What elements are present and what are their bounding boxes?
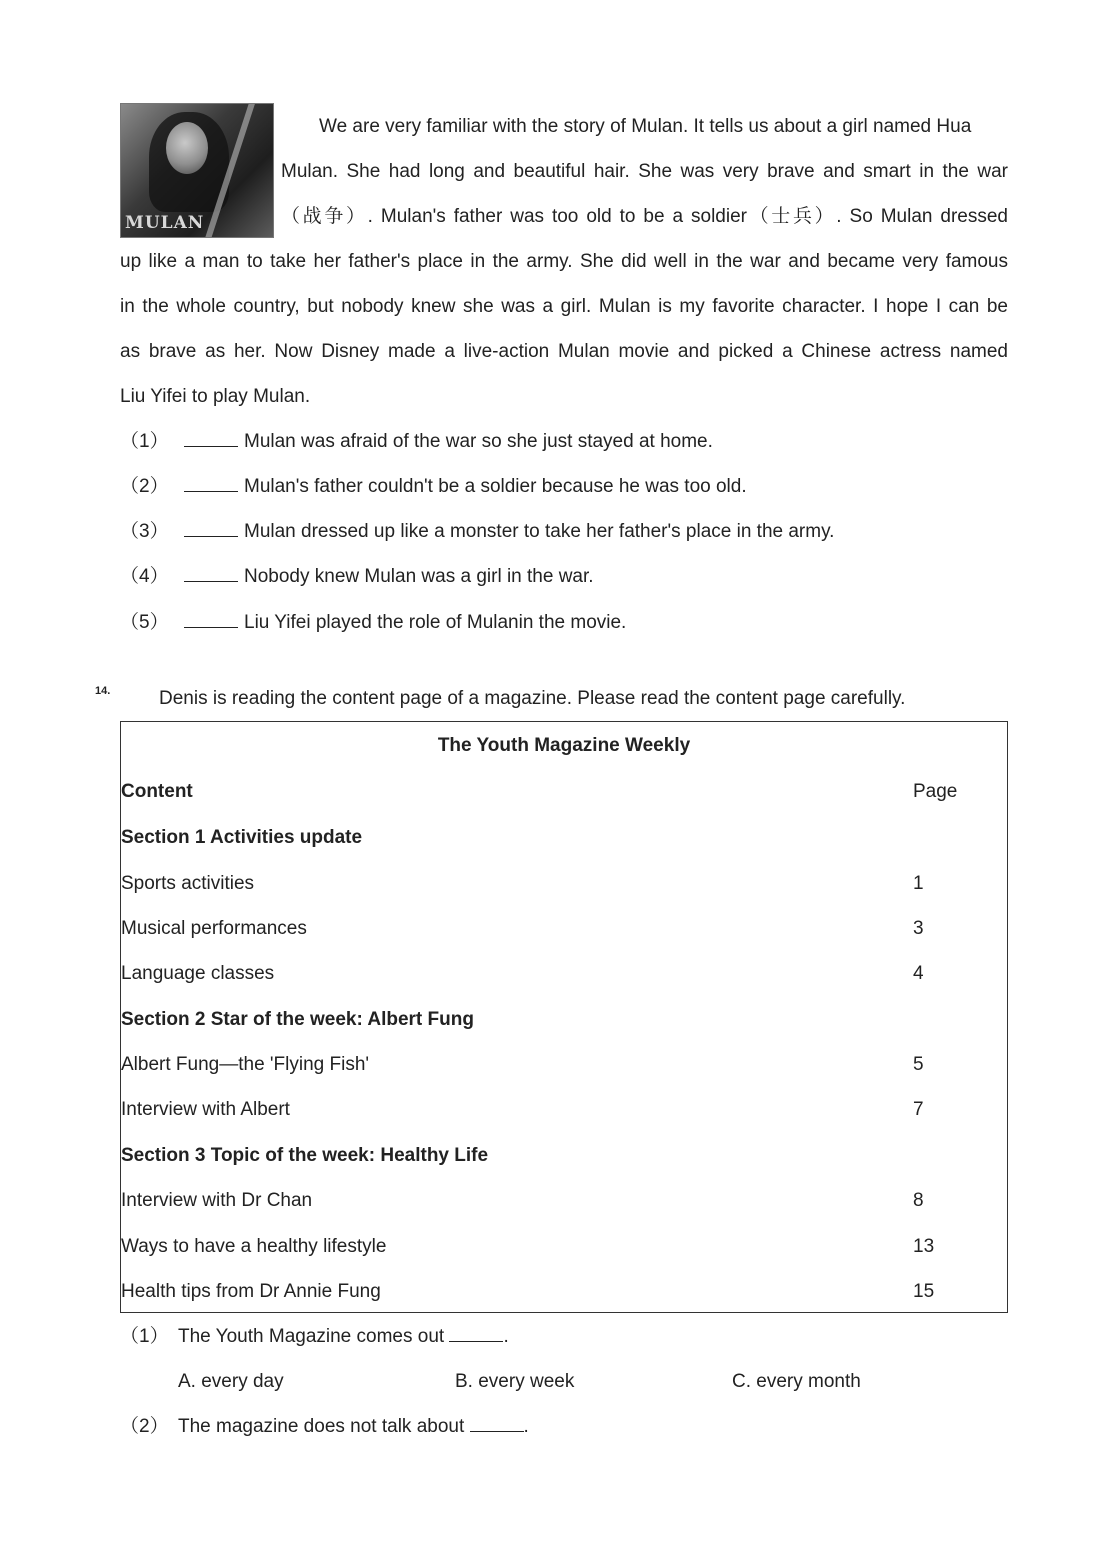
mulan-logo: MULAN — [125, 213, 205, 233]
answer-blank[interactable] — [184, 611, 238, 628]
question-number: （2） — [120, 1416, 169, 1437]
table-title: The Youth Magazine Weekly — [437, 735, 691, 756]
question-text: Liu Yifei played the role of Mulanin the movie. — [244, 612, 627, 633]
passage-line: in the whole country, but nobody knew she was a girl. Mulan is my favorite character. I hope I can be — [120, 296, 1008, 317]
table-row-page: 5 — [913, 1054, 924, 1075]
table-row-page: 4 — [913, 963, 924, 984]
question-text: The Youth Magazine comes out — [178, 1326, 445, 1347]
option-a[interactable]: A. every day — [178, 1371, 284, 1392]
question-text: Nobody knew Mulan was a girl in the war. — [244, 566, 594, 587]
table-row: Ways to have a healthy lifestyle — [121, 1236, 387, 1257]
table-row-page: 15 — [913, 1281, 935, 1302]
subquestion-2 — [120, 1414, 529, 1440]
content-table — [120, 721, 1008, 1313]
question-text: Mulan dressed up like a monster to take her father's place in the army. — [244, 521, 835, 542]
question-item — [120, 474, 747, 500]
passage-line: （战争）. Mulan's father was too old to be a soldier（士兵）. So Mulan dressed — [281, 206, 1008, 227]
question-number: （1） — [120, 1326, 169, 1347]
passage-line: Liu Yifei to play Mulan. — [120, 386, 311, 407]
question-text: Mulan was afraid of the war so she just stayed at home. — [244, 431, 713, 452]
question-item — [120, 519, 834, 545]
option-b[interactable]: B. every week — [455, 1371, 575, 1392]
answer-blank[interactable] — [184, 430, 238, 447]
passage-line: up like a man to take her father's place in the army. She did well in the war and became very famous — [120, 251, 1008, 272]
section-heading: Section 1 Activities update — [121, 827, 363, 848]
table-row: Albert Fung—the 'Flying Fish' — [121, 1054, 370, 1075]
table-header-content: Content — [121, 781, 193, 802]
answer-blank[interactable] — [184, 565, 238, 582]
question-text: Mulan's father couldn't be a soldier because he was too old. — [244, 476, 747, 497]
table-row: Sports activities — [121, 873, 255, 894]
answer-blank[interactable] — [449, 1325, 503, 1342]
table-row: Health tips from Dr Annie Fung — [121, 1281, 381, 1302]
section-heading: Section 2 Star of the week: Albert Fung — [121, 1009, 474, 1030]
answer-blank[interactable] — [470, 1415, 524, 1432]
question-end: . — [523, 1416, 529, 1437]
table-row: Musical performances — [121, 918, 307, 939]
table-row-page: 7 — [913, 1099, 924, 1120]
question-number: （4） — [120, 566, 169, 587]
passage-line: as brave as her. Now Disney made a live-action Mulan movie and picked a Chinese actress named — [120, 341, 1008, 362]
table-row-page: 3 — [913, 918, 924, 939]
mulan-image — [120, 103, 274, 238]
question-14-intro: Denis is reading the content page of a magazine. Please read the content page carefully. — [159, 688, 906, 709]
option-c[interactable]: C. every month — [732, 1371, 861, 1392]
answer-blank[interactable] — [184, 475, 238, 492]
section-heading: Section 3 Topic of the week: Healthy Life — [121, 1145, 489, 1166]
table-row: Language classes — [121, 963, 275, 984]
question-number: （1） — [120, 431, 169, 452]
question-number: （2） — [120, 476, 169, 497]
question-end: . — [503, 1326, 509, 1347]
question-14-number: 14. — [95, 685, 111, 697]
table-row: Interview with Dr Chan — [121, 1190, 313, 1211]
table-row-page: 8 — [913, 1190, 924, 1211]
question-item — [120, 429, 713, 455]
table-header-page: Page — [913, 781, 958, 802]
question-item — [120, 564, 594, 590]
question-text: The magazine does not talk about — [178, 1416, 465, 1437]
table-row-page: 13 — [913, 1236, 935, 1257]
subquestion-1 — [120, 1324, 509, 1350]
table-row-page: 1 — [913, 873, 924, 894]
question-number: （3） — [120, 521, 169, 542]
passage-line: Mulan. She had long and beautiful hair. She was very brave and smart in the war — [281, 161, 1008, 182]
passage-line: We are very familiar with the story of Mulan. It tells us about a girl named Hua — [319, 116, 972, 137]
question-number: （5） — [120, 612, 169, 633]
table-row: Interview with Albert — [121, 1099, 290, 1120]
question-item — [120, 610, 626, 636]
answer-blank[interactable] — [184, 520, 238, 537]
